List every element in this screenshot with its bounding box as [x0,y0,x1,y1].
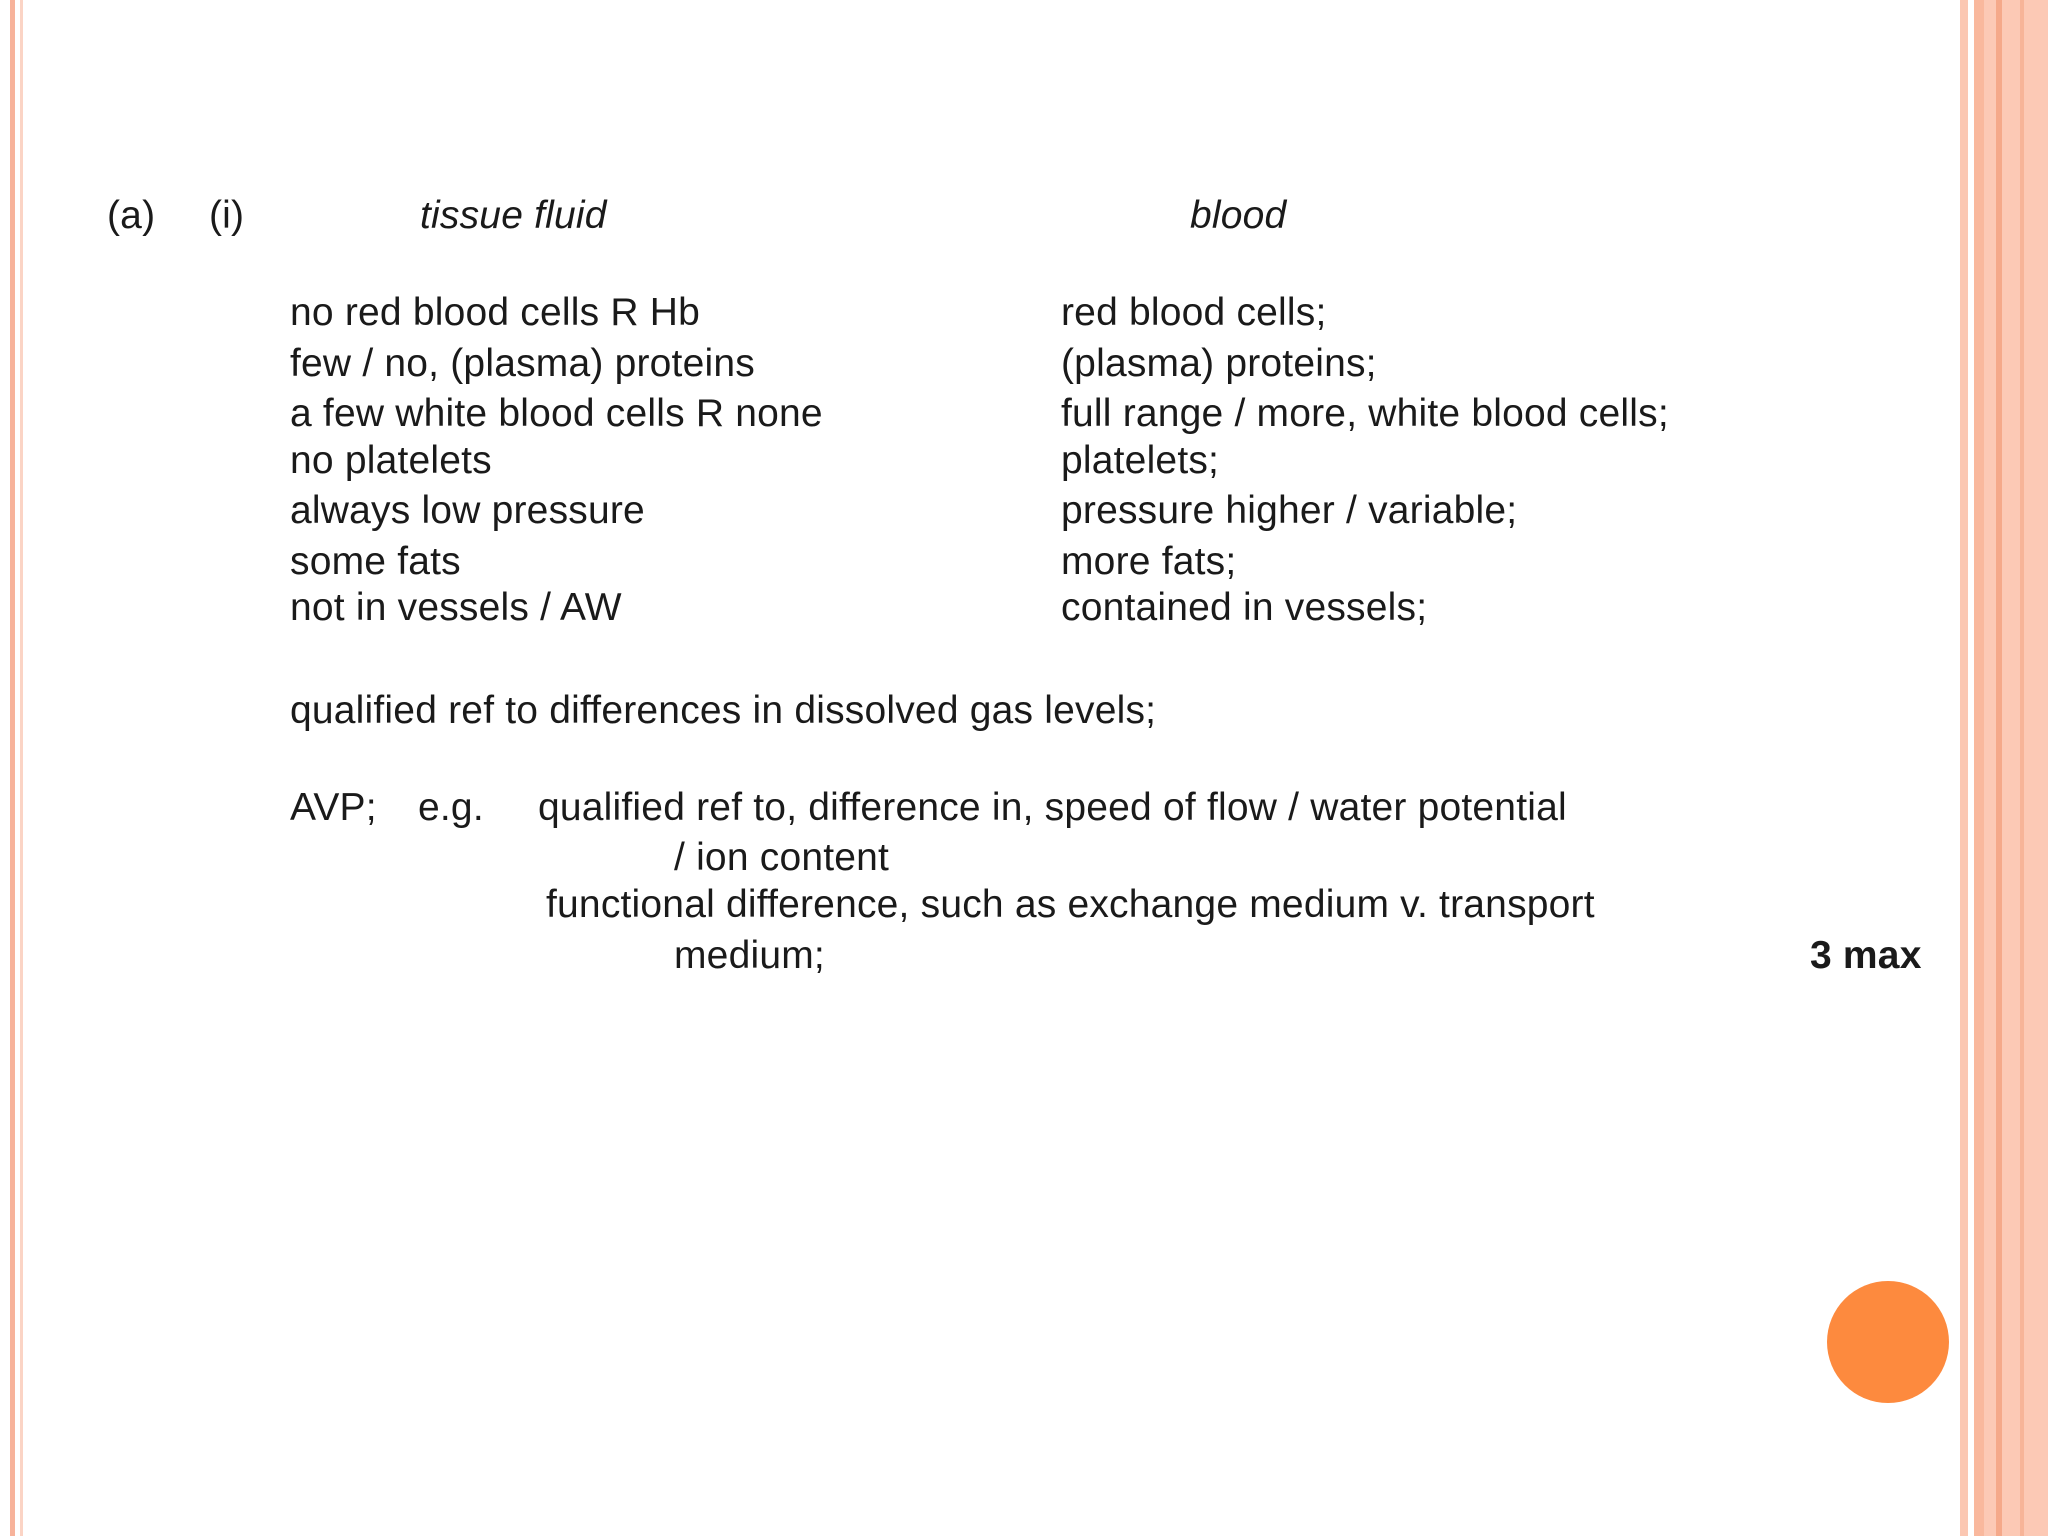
column-heading-tissue-fluid: tissue fluid [420,194,607,237]
row-left-5: always low pressure [290,489,645,532]
row-left-1: no red blood cells R Hb [290,291,700,334]
column-heading-blood: blood [1190,194,1287,237]
decorative-orange-circle [1827,1281,1949,1403]
right-border-band [1984,0,2048,1536]
row-left-7: not in vessels / AW [290,586,622,629]
part-label: (a) [107,194,156,237]
right-border-band [1974,0,1984,1536]
row-left-4: no platelets [290,439,492,482]
row-left-2: few / no, (plasma) proteins [290,342,755,385]
dissolved-gas-line: qualified ref to differences in dissolved gas levels; [290,689,1157,732]
avp-eg: e.g. [418,786,484,829]
avp-line-2-continued: medium; [674,934,825,977]
avp-line-2: functional difference, such as exchange medium v. transport [546,883,1595,926]
avp-line-1-continued: / ion content [674,836,890,879]
row-right-1: red blood cells; [1061,291,1327,334]
right-border-stripe [2020,0,2024,1536]
row-right-7: contained in vessels; [1061,586,1428,629]
row-right-3: full range / more, white blood cells; [1061,392,1669,435]
right-border-band [1960,0,1968,1536]
avp-line-1: qualified ref to, difference in, speed of flow / water potential [538,786,1567,829]
row-left-6: some fats [290,540,461,583]
right-border-stripe [1996,0,2002,1536]
row-right-2: (plasma) proteins; [1061,342,1377,385]
row-right-5: pressure higher / variable; [1061,489,1518,532]
row-right-6: more fats; [1061,540,1237,583]
marks-label: 3 max [1810,934,1922,977]
subpart-label: (i) [209,194,245,237]
left-border-line-inner [20,0,23,1536]
avp-label: AVP; [290,786,377,829]
row-left-3: a few white blood cells R none [290,392,823,435]
row-right-4: platelets; [1061,439,1220,482]
left-border-line [10,0,15,1536]
